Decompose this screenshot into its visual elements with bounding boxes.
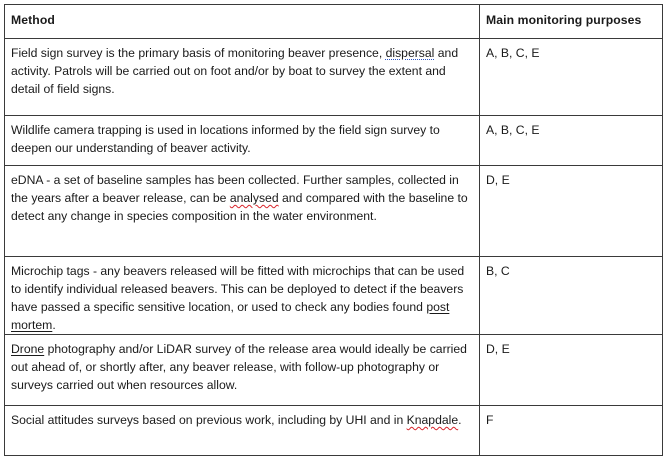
method-cell-camera-trapping: [5, 116, 480, 166]
purposes-cell: A, B, C, E: [480, 39, 663, 116]
grammar-flag-word[interactable]: dispersal: [385, 46, 435, 60]
purposes-cell: A, B, C, E: [480, 116, 663, 166]
method-text: Social attitudes surveys based on previous work, including by UHI and in: [11, 413, 407, 427]
spelling-flag-word[interactable]: Knapdale: [406, 413, 459, 427]
method-text: and compared with the baseline to detect any change in species composition in the water environment.: [11, 191, 468, 223]
table-row: [5, 406, 663, 456]
method-cell-drone-lidar: [5, 335, 480, 406]
method-text: Field sign survey is the primary basis of monitoring beaver presence,: [11, 46, 386, 60]
purposes-cell: D, E: [480, 166, 663, 257]
method-text: .: [458, 413, 462, 427]
method-text: Wildlife camera trapping is used in locations informed by the field sign survey to deepen our understanding of beaver activity.: [11, 123, 440, 155]
monitoring-methods-table: [4, 4, 663, 456]
method-cell-field-sign-survey: [5, 39, 480, 116]
method-text: eDNA - a set of baseline samples has been collected. Further samples, collected in the years after a beaver release, can be: [11, 173, 459, 205]
table-row: [5, 166, 663, 257]
method-text: photography and/or LiDAR survey of the release area would ideally be carried out ahead of, or shortly after, any beaver release, with follow-up photography or surveys carried out when resources allow.: [11, 342, 467, 392]
header-purposes: Main monitoring purposes: [480, 5, 663, 39]
method-text: and activity. Patrols will be carried out on foot and/or by boat to survey the extent and detail of field signs.: [11, 46, 459, 96]
table-row: [5, 116, 663, 166]
underlined-phrase[interactable]: post mortem: [11, 300, 450, 332]
spelling-flag-word[interactable]: analysed: [229, 191, 279, 205]
underlined-word[interactable]: Drone: [11, 342, 45, 356]
purposes-cell: B, C: [480, 257, 663, 335]
method-cell-edna: [5, 166, 480, 257]
table-row: [5, 335, 663, 406]
method-text: .: [52, 318, 56, 332]
header-method: Method: [5, 5, 480, 39]
table-row: [5, 39, 663, 116]
method-cell-social-surveys: [5, 406, 480, 456]
table-header-row: [5, 5, 663, 39]
method-cell-microchip-tags: [5, 257, 480, 335]
purposes-cell: D, E: [480, 335, 663, 406]
purposes-cell: F: [480, 406, 663, 456]
method-text: Microchip tags - any beavers released will be fitted with microchips that can be used to identify individual released beavers. This can be deployed to detect if the beavers have passed a specific sensitive location, or used to check any bodies found: [11, 264, 465, 314]
table-row: [5, 257, 663, 335]
